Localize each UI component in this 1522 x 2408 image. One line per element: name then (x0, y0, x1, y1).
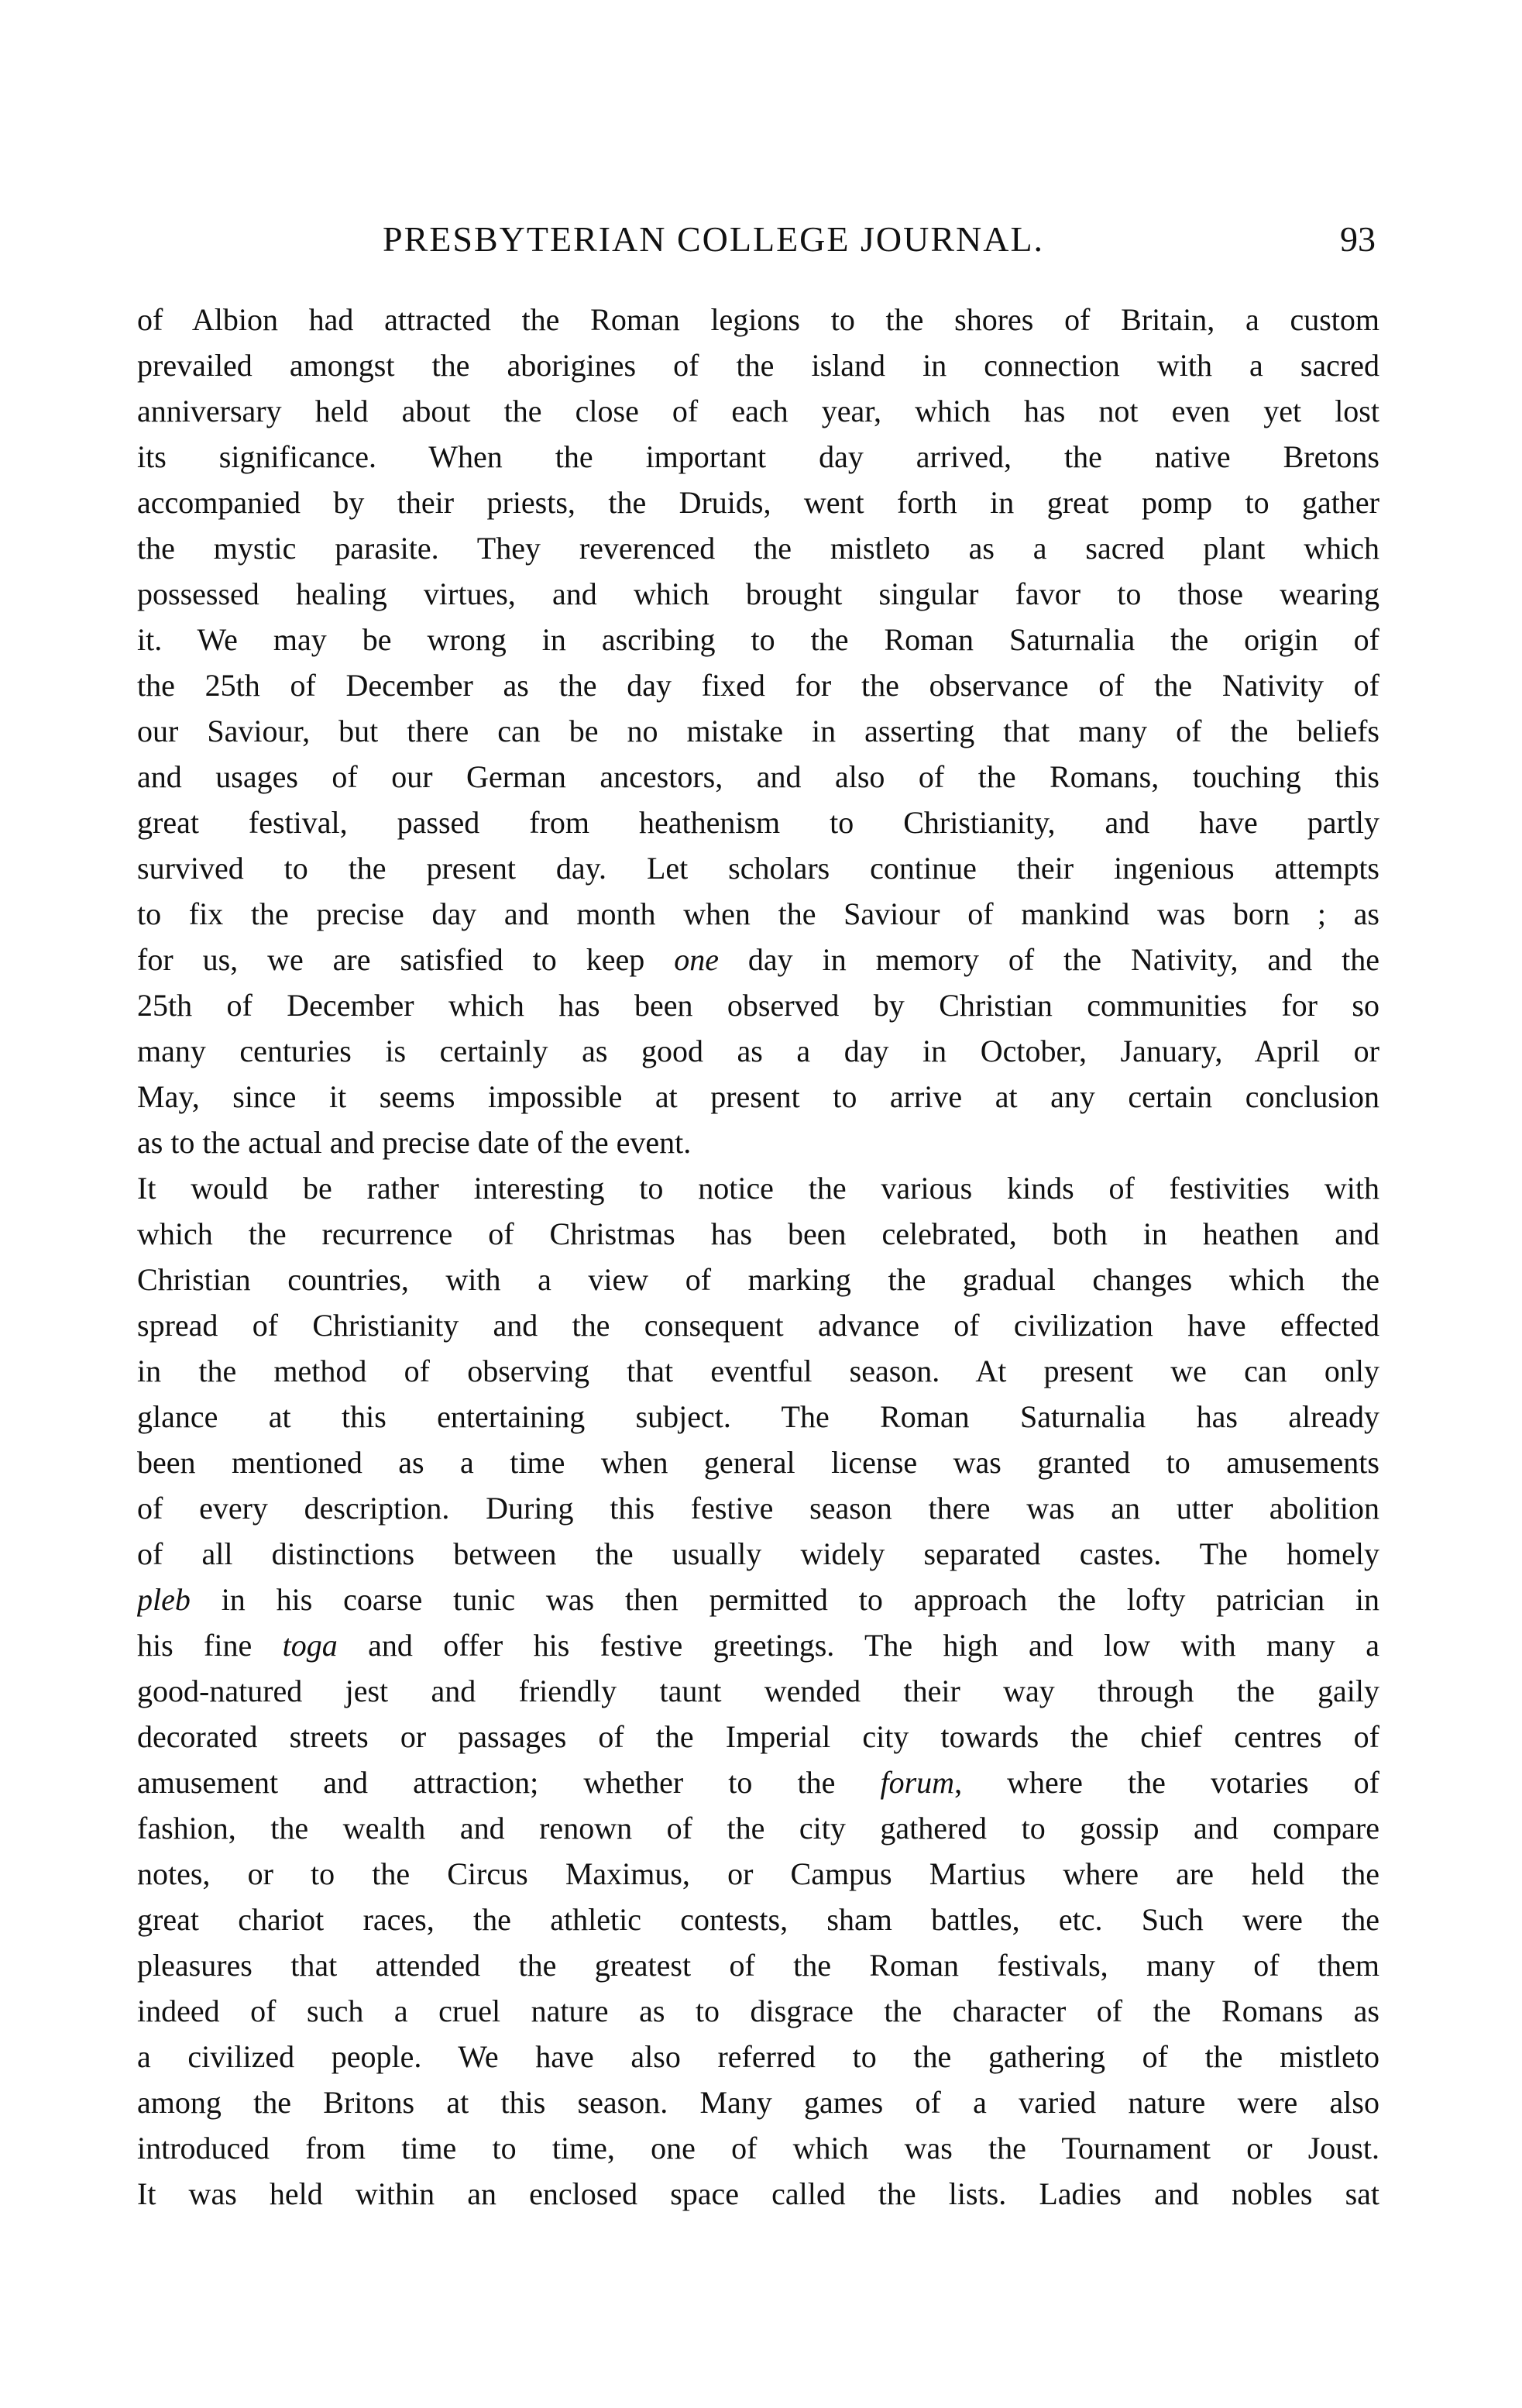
text-line: anniversary held about the close of each year, which has not even yet lost (137, 394, 1379, 428)
text-line: among the Britons at this season. Many games of a varied nature were also (137, 2085, 1379, 2120)
text-line: Christian countries, with a view of marking the gradual changes which the (137, 1262, 1379, 1297)
text-line: which the recurrence of Christmas has been celebrated, both in heathen and (137, 1216, 1379, 1251)
text-line: of every description. During this festive season there was an utter abolition (137, 1491, 1379, 1526)
text-line: May, since it seems impossible at present to arrive at any certain conclusion (137, 1079, 1379, 1114)
italic-word: pleb (137, 1582, 191, 1617)
text-line: good-natured jest and friendly taunt wended their way through the gaily (137, 1674, 1379, 1708)
text-line: of all distinctions between the usually widely separated castes. The homely (137, 1536, 1379, 1571)
text-line: been mentioned as a time when general license was granted to amusements (137, 1445, 1379, 1480)
text-line: to fix the precise day and month when the Saviour of mankind was born ; as (137, 896, 1379, 931)
text-line: prevailed amongst the aborigines of the island in connection with a sacred (137, 348, 1379, 383)
text-line: as to the actual and precise date of the event. (137, 1125, 692, 1160)
text-line: a civilized people. We have also referred to the gathering of the mistleto (137, 2039, 1379, 2074)
text-line: the 25th of December as the day fixed for the observance of the Nativity of (137, 668, 1379, 703)
paragraph (137, 1165, 1379, 2217)
text-line: indeed of such a cruel nature as to disgrace the character of the Romans as (137, 1993, 1379, 2028)
running-header: PRESBYTERIAN COLLEGE JOURNAL. (383, 219, 1045, 259)
text-line: fashion, the wealth and renown of the city gathered to gossip and compare (137, 1811, 1379, 1846)
text-line: amusement and attraction; whether to the forum, where the votaries of (137, 1765, 1379, 1800)
text-line: pleb in his coarse tunic was then permitted to approach the lofty patrician in (137, 1582, 1379, 1617)
text-line: glance at this entertaining subject. The Roman Saturnalia has already (137, 1399, 1379, 1434)
text-line: our Saviour, but there can be no mistake in asserting that many of the beliefs (137, 714, 1379, 748)
text-line: pleasures that attended the greatest of the Roman festivals, many of them (137, 1948, 1379, 1983)
text-line: accompanied by their priests, the Druids, went forth in great pomp to gather (137, 485, 1379, 520)
body-text (137, 297, 1379, 2217)
text-line: spread of Christianity and the consequent advance of civilization have effected (137, 1308, 1379, 1343)
text-line: it. We may be wrong in ascribing to the Roman Saturnalia the origin of (137, 622, 1379, 657)
text-line: notes, or to the Circus Maximus, or Campus Martius where are held the (137, 1856, 1379, 1891)
text-line: the mystic parasite. They reverenced the mistleto as a sacred plant which (137, 531, 1379, 566)
text-line: his fine toga and offer his festive greetings. The high and low with many a (137, 1628, 1379, 1663)
text-line: introduced from time to time, one of which was the Tournament or Joust. (137, 2131, 1379, 2165)
text-line: many centuries is certainly as good as a day in October, January, April or (137, 1034, 1379, 1068)
text-line: possessed healing virtues, and which brought singular favor to those wearing (137, 576, 1379, 611)
text-line: of Albion had attracted the Roman legions to the shores of Britain, a custom (137, 302, 1379, 337)
text-line: its significance. When the important day arrived, the native Bretons (137, 439, 1379, 474)
text-line: in the method of observing that eventful season. At present we can only (137, 1354, 1379, 1388)
text-line: It would be rather interesting to notice the various kinds of festivities with (137, 1171, 1379, 1206)
text-line: and usages of our German ancestors, and also of the Romans, touching this (137, 759, 1379, 794)
text-line: 25th of December which has been observed by Christian communities for so (137, 988, 1379, 1023)
text-line: great festival, passed from heathenism to Christianity, and have partly (137, 805, 1379, 840)
text-line: survived to the present day. Let scholars continue their ingenious attempts (137, 851, 1379, 886)
text-line: great chariot races, the athletic contests, sham battles, etc. Such were the (137, 1902, 1379, 1937)
text-line: It was held within an enclosed space called the lists. Ladies and nobles sat (137, 2176, 1379, 2211)
text-line: decorated streets or passages of the Imperial city towards the chief centres of (137, 1719, 1379, 1754)
italic-word: forum (880, 1765, 955, 1800)
text-line: for us, we are satisfied to keep one day in memory of the Nativity, and the (137, 942, 1379, 977)
italic-word: toga (282, 1628, 338, 1663)
paragraph (137, 297, 1379, 1165)
page-number: 93 (1340, 219, 1376, 259)
italic-word: one (674, 942, 719, 977)
